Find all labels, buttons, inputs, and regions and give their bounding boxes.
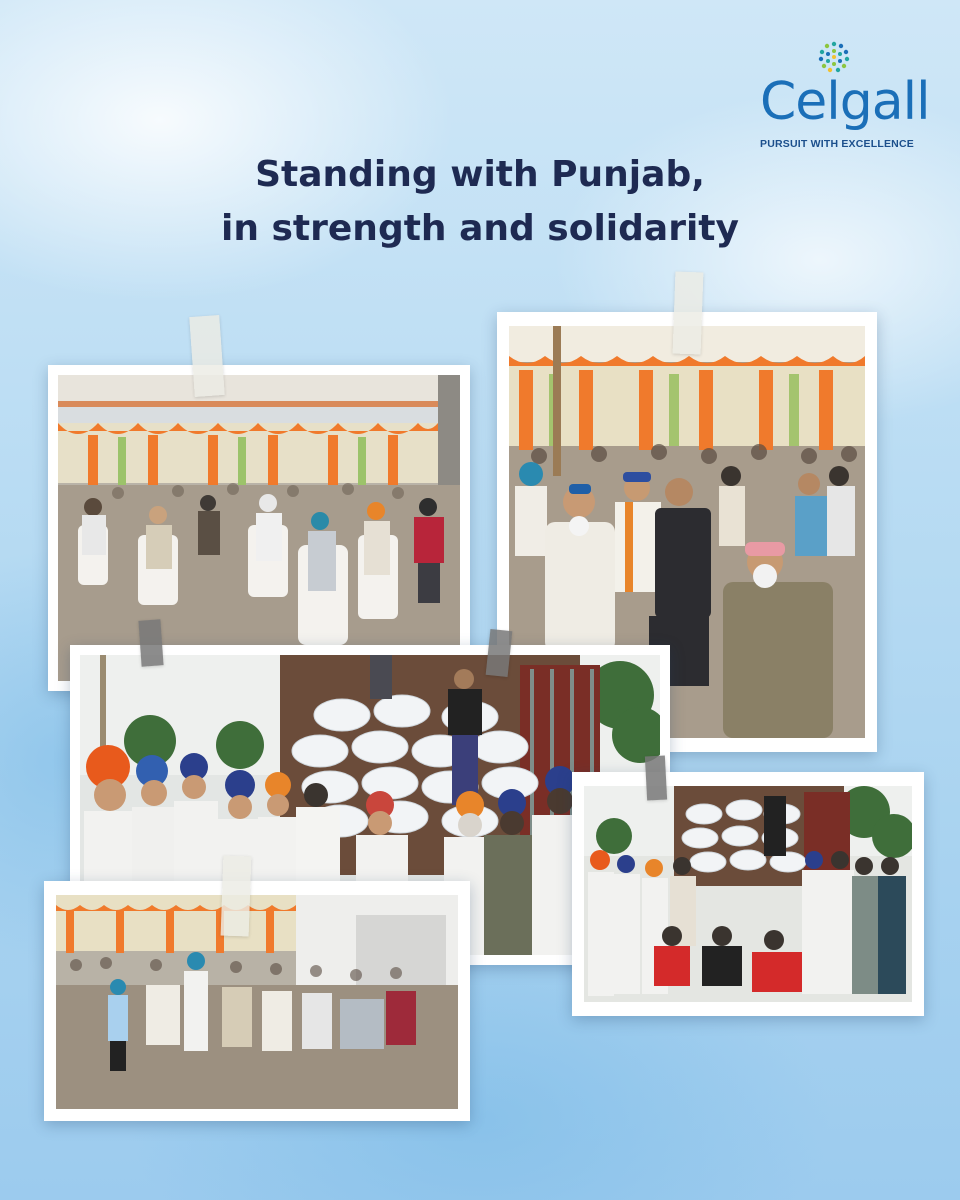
tape-strip-bottom-right <box>645 756 667 801</box>
tape-strip-top-left <box>189 315 225 397</box>
photo-frame-group-truck <box>572 772 924 1016</box>
photo-group-with-truck <box>584 786 912 1002</box>
headline-line-1: Standing with Punjab, <box>255 154 705 195</box>
photo-tent-gathering-wide <box>58 375 460 681</box>
photo-frame-tent-gathering <box>48 365 470 691</box>
brand-tagline: PURSUIT WITH EXCELLENCE <box>760 138 914 150</box>
tape-strip-top-right <box>673 272 704 355</box>
brand-name: Celgall <box>760 72 930 132</box>
tape-strip-middle-left <box>138 619 163 666</box>
photo-courtyard-gathering <box>56 895 458 1109</box>
photo-frame-courtyard <box>44 881 470 1121</box>
page-headline <box>130 148 830 256</box>
tape-strip-bottom-left <box>221 856 252 937</box>
brand-logo <box>756 38 930 154</box>
headline-line-2: in strength and solidarity <box>221 208 739 249</box>
